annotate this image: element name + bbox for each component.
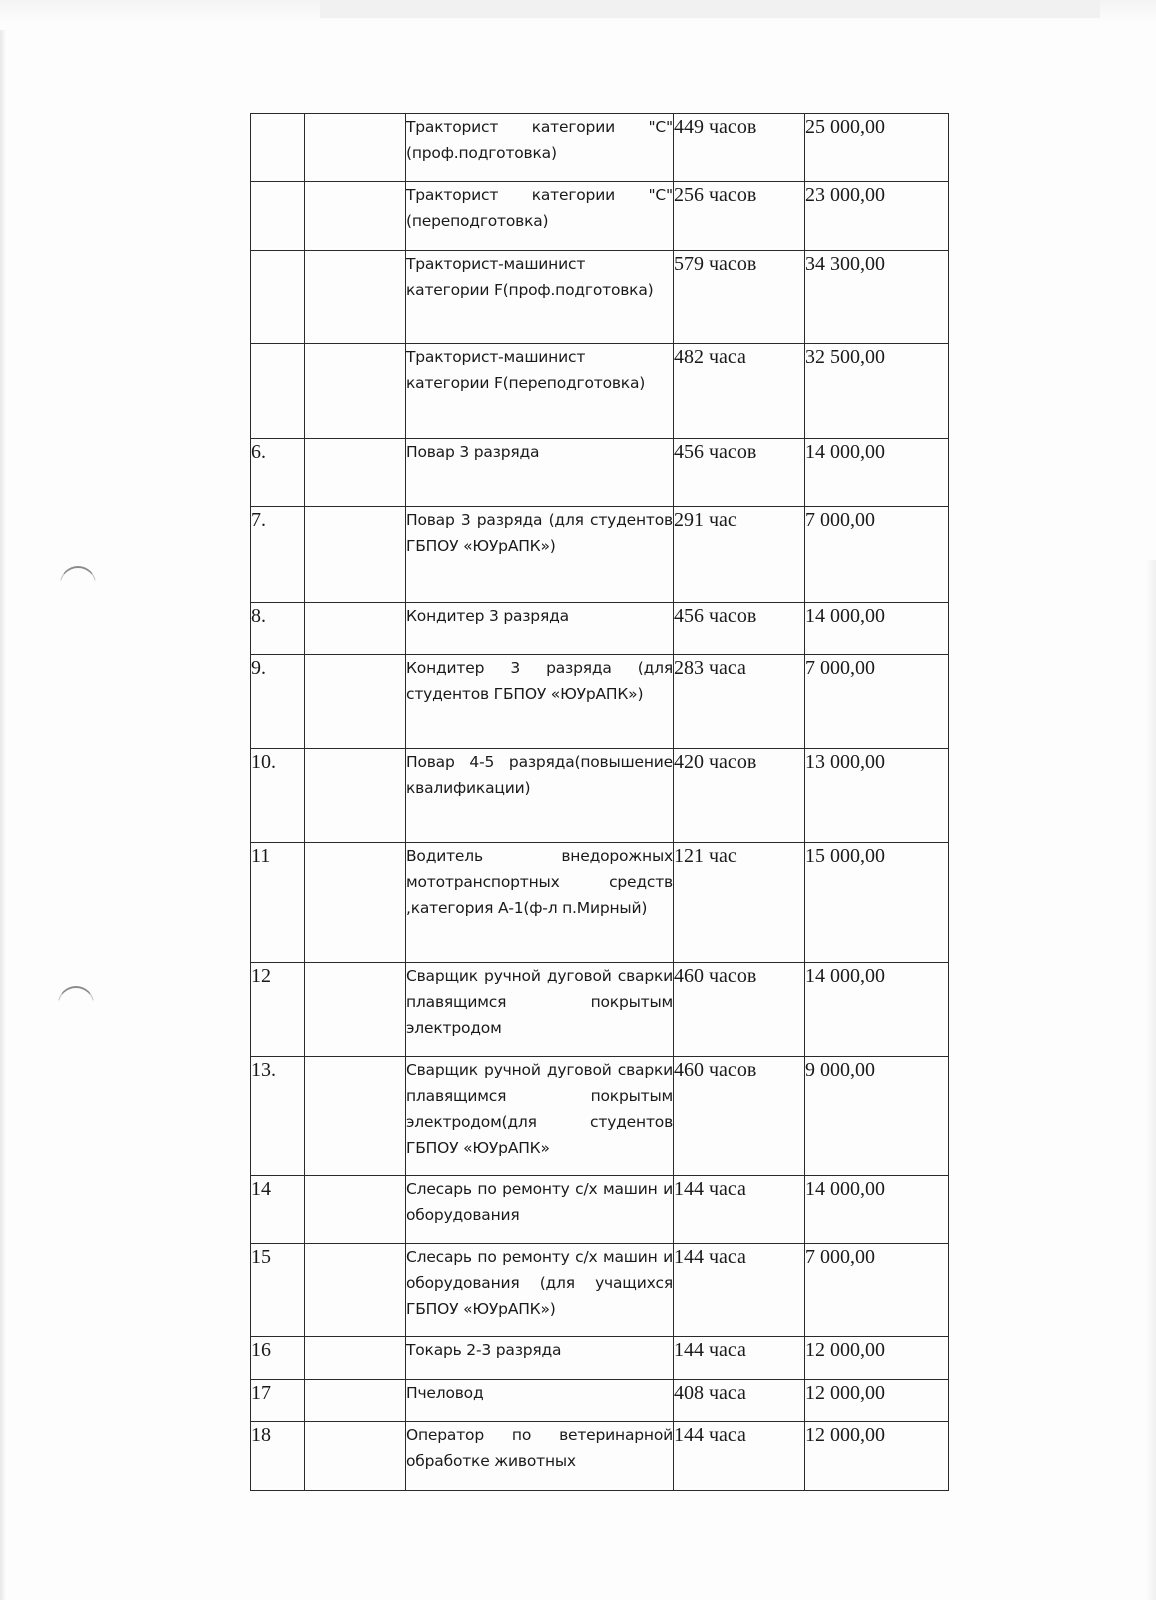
program-name: Пчеловод [406,1380,674,1422]
program-name: Водитель внедорожных мототранспортных средств ,категория А-1(ф-л п.Мирный) [406,843,674,963]
empty-cell [305,1380,406,1422]
scan-left-edge [0,30,6,1600]
program-hours: 579 часов [674,251,805,344]
row-number: 10. [251,749,305,843]
program-name: Повар 3 разряда (для студентов ГБПОУ «ЮУрАПК») [406,507,674,603]
empty-cell [305,1337,406,1380]
empty-cell [305,251,406,344]
table-row [251,182,949,251]
row-number [251,251,305,344]
table-row [251,1176,949,1244]
row-number: 8. [251,603,305,655]
program-price: 12 000,00 [805,1380,949,1422]
table-row [251,843,949,963]
program-price: 25 000,00 [805,114,949,182]
program-hours: 144 часа [674,1244,805,1337]
empty-cell [305,1422,406,1491]
program-hours: 449 часов [674,114,805,182]
program-hours: 456 часов [674,439,805,507]
program-price: 23 000,00 [805,182,949,251]
program-hours: 144 часа [674,1176,805,1244]
table-row [251,507,949,603]
table-row [251,114,949,182]
table-row [251,1380,949,1422]
empty-cell [305,1244,406,1337]
program-name: Кондитер 3 разряда [406,603,674,655]
empty-cell [305,963,406,1057]
table-row [251,1057,949,1176]
program-name: Оператор по ветеринарной обработке животных [406,1422,674,1491]
program-hours: 420 часов [674,749,805,843]
table-row [251,603,949,655]
program-name: Кондитер 3 разряда (для студентов ГБПОУ «ЮУрАПК») [406,655,674,749]
row-number: 16 [251,1337,305,1380]
table-row [251,344,949,439]
program-name: Слесарь по ремонту с/х машин и оборудования [406,1176,674,1244]
row-number: 12 [251,963,305,1057]
row-number: 18 [251,1422,305,1491]
table-row [251,439,949,507]
program-hours: 121 час [674,843,805,963]
program-price: 7 000,00 [805,655,949,749]
table-row [251,963,949,1057]
table-row [251,1337,949,1380]
program-hours: 291 час [674,507,805,603]
row-number: 15 [251,1244,305,1337]
program-hours: 456 часов [674,603,805,655]
scan-right-edge [1146,560,1156,1600]
program-price: 14 000,00 [805,963,949,1057]
program-name: Сварщик ручной дуговой сварки плавящимся покрытым электродом [406,963,674,1057]
row-number: 14 [251,1176,305,1244]
program-hours: 256 часов [674,182,805,251]
program-name: Тракторист категории "С" (переподготовка) [406,182,674,251]
empty-cell [305,507,406,603]
row-number [251,114,305,182]
program-hours: 482 часа [674,344,805,439]
program-hours: 460 часов [674,1057,805,1176]
program-name: Повар 3 разряда [406,439,674,507]
table-row [251,1244,949,1337]
program-price: 34 300,00 [805,251,949,344]
program-price: 12 000,00 [805,1422,949,1491]
program-name: Слесарь по ремонту с/х машин и оборудования (для учащихся ГБПОУ «ЮУрАПК») [406,1244,674,1337]
empty-cell [305,603,406,655]
empty-cell [305,344,406,439]
row-number: 17 [251,1380,305,1422]
table-row [251,1422,949,1491]
punch-hole-mark [60,566,96,602]
program-hours: 144 часа [674,1337,805,1380]
program-name: Тракторист категории "С" (проф.подготовка) [406,114,674,182]
program-price: 9 000,00 [805,1057,949,1176]
empty-cell [305,1176,406,1244]
punch-hole-mark [58,986,94,1022]
scan-top-shadow-band [320,0,1100,18]
table-row [251,655,949,749]
program-price: 7 000,00 [805,507,949,603]
program-price: 12 000,00 [805,1337,949,1380]
table-row [251,251,949,344]
empty-cell [305,655,406,749]
row-number: 7. [251,507,305,603]
program-price: 32 500,00 [805,344,949,439]
empty-cell [305,749,406,843]
program-name: Тракторист-машинист категории F(переподготовка) [406,344,674,439]
program-hours: 460 часов [674,963,805,1057]
program-price: 7 000,00 [805,1244,949,1337]
program-hours: 144 часа [674,1422,805,1491]
row-number: 6. [251,439,305,507]
program-name: Токарь 2-3 разряда [406,1337,674,1380]
row-number: 11 [251,843,305,963]
row-number [251,182,305,251]
program-name: Повар 4-5 разряда(повышение квалификации) [406,749,674,843]
empty-cell [305,114,406,182]
program-price: 14 000,00 [805,439,949,507]
program-price: 14 000,00 [805,1176,949,1244]
program-name: Тракторист-машинист категории F(проф.подготовка) [406,251,674,344]
price-table [250,113,949,1491]
program-price: 13 000,00 [805,749,949,843]
table-row [251,749,949,843]
program-price: 15 000,00 [805,843,949,963]
program-hours: 408 часа [674,1380,805,1422]
program-price: 14 000,00 [805,603,949,655]
program-name: Сварщик ручной дуговой сварки плавящимся покрытым электродом(для студентов ГБПОУ «ЮУрАПК» [406,1057,674,1176]
row-number: 9. [251,655,305,749]
program-hours: 283 часа [674,655,805,749]
empty-cell [305,843,406,963]
row-number: 13. [251,1057,305,1176]
row-number [251,344,305,439]
empty-cell [305,1057,406,1176]
empty-cell [305,439,406,507]
empty-cell [305,182,406,251]
